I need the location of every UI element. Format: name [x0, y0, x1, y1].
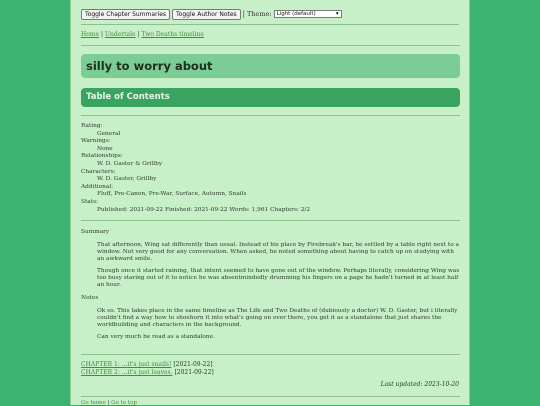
- breadcrumb: [81, 31, 459, 41]
- toggle-summaries-button[interactable]: Toggle Chapter Summaries: [81, 9, 170, 20]
- chapter-date: [2021-09-22]: [173, 361, 213, 368]
- rating-value: General: [97, 130, 121, 137]
- theme-select-value: Light (default): [276, 11, 316, 17]
- work-metadata: [81, 123, 461, 214]
- page-title: silly to worry about: [81, 54, 460, 78]
- relationships-label: Relationships:: [81, 153, 123, 160]
- page-content: [70, 0, 470, 405]
- warnings-label: Warnings:: [81, 138, 111, 145]
- theme-select[interactable]: [274, 10, 342, 18]
- chapter-link[interactable]: CHAPTER 1: ...it's just snails!: [81, 361, 172, 368]
- go-top-link[interactable]: Go to top: [111, 400, 137, 406]
- warnings-value: None: [97, 145, 113, 152]
- summary-heading: Summary: [81, 229, 110, 235]
- summary-paragraph: That afternoon, Wing sat differently than usual. Instead of his place by Firebreak's bar, he settled by a table right next to a window. Not very good for any conversation. When asked, he noted something about having to catch up on studying with an awkward smile.: [97, 242, 459, 262]
- nav-separator: |: [101, 31, 104, 38]
- last-updated: Last updated: 2023-10-20: [380, 381, 459, 388]
- nav-home-link[interactable]: Home: [81, 31, 100, 38]
- divider: [81, 24, 459, 25]
- toc-toggle[interactable]: Table of Contents: [81, 88, 460, 107]
- stats-label: Stats:: [81, 198, 99, 205]
- bottom-nav: [81, 400, 137, 406]
- theme-label: Theme:: [247, 10, 272, 18]
- nav-undertale-link[interactable]: Undertale: [104, 31, 136, 38]
- rating-label: Rating:: [81, 123, 103, 129]
- characters-value: W. D. Gaster, Grillby: [97, 176, 157, 183]
- divider: [81, 354, 460, 355]
- notes-heading: Notes: [81, 295, 99, 301]
- toolbar-separator: |: [242, 10, 246, 18]
- list-item: [81, 361, 214, 369]
- toolbar: [81, 8, 459, 20]
- divider: [81, 115, 460, 116]
- toggle-notes-button[interactable]: Toggle Author Notes: [172, 9, 241, 20]
- notes-paragraph: Can very much be read as a standalone.: [97, 334, 215, 340]
- notes-section: [81, 295, 461, 346]
- chevron-down-icon: ▾: [335, 11, 339, 17]
- characters-label: Characters:: [81, 168, 116, 175]
- nav-separator: |: [137, 31, 140, 38]
- chapter-link[interactable]: CHAPTER 2: ...it's just leaves.: [81, 369, 173, 376]
- summary-section: [81, 229, 461, 294]
- stats-value: Published: 2021-09-22 Finished: 2021-09-22 Words: 1,961 Chapters: 2/2: [97, 206, 311, 213]
- list-item: [81, 369, 214, 377]
- additional-value: Fluff, Pre-Canon, Pre-War, Surface, Autumn, Snails: [97, 191, 247, 198]
- chapter-date: [2021-09-22]: [174, 369, 214, 376]
- divider: [81, 220, 460, 221]
- divider: [81, 45, 460, 46]
- nav-separator: |: [107, 400, 110, 406]
- notes-paragraph: Ok so. This takes place in the same timeline as The Life and Two Deaths of (dubiously a doctor) W. D. Gaster, but i literally couldn't find a way how to shoehorn it into what's going on over there, you get it as a standalone that just shares the worldbuilding and characters in the background.: [97, 308, 458, 328]
- go-home-link[interactable]: Go home: [81, 400, 106, 406]
- chapter-list: [81, 361, 214, 377]
- divider: [81, 396, 460, 397]
- summary-paragraph: Though once it started raining, that intent seemed to have gone out of the window. Perhaps literally, considering Wing was too busy staring out of it to notice he was absentmindedly drumming his fingers on a page he hadn't turned in at least half an hour.: [97, 268, 460, 288]
- nav-timeline-link[interactable]: Two Deaths timeline: [141, 31, 204, 38]
- relationships-value: W. D. Gaster & Grillby: [97, 160, 163, 167]
- additional-label: Additional:: [81, 183, 114, 190]
